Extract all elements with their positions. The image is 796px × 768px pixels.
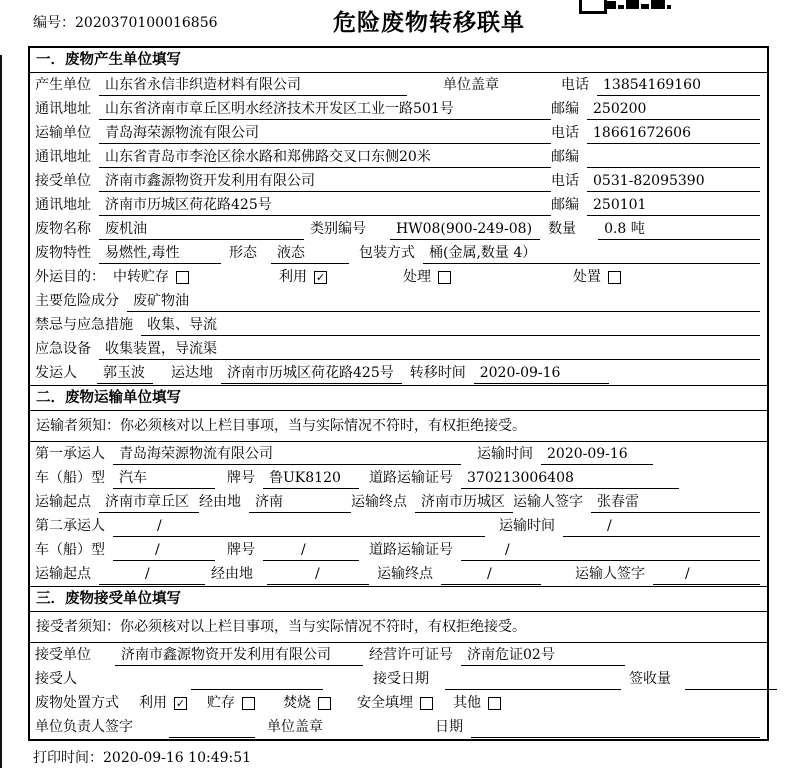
form-row — [30, 490, 767, 514]
field-label: 发运人 — [35, 365, 77, 381]
field-label: 日期 — [435, 719, 463, 735]
field-value: 山东省济南市章丘区明水经济技术开发区工业一路501号 — [99, 99, 551, 120]
field-label: 电话 — [561, 77, 589, 93]
checkbox-label: 利用 — [279, 269, 307, 285]
checkbox-label: 安全填埋 — [357, 695, 413, 711]
field-label: 包装方式 — [359, 245, 415, 261]
field-value — [169, 717, 255, 738]
field-label: 道路运输证号 — [369, 470, 453, 486]
form-row — [30, 361, 767, 385]
form-row — [30, 466, 767, 490]
field-label: 车（船）型 — [35, 542, 105, 558]
field-value: 济南市历城区荷花路425号 — [221, 363, 402, 384]
field-value: / — [113, 516, 485, 537]
field-value: HW08(900-249-08) — [390, 219, 540, 240]
checkbox-option — [207, 693, 255, 713]
form-row — [30, 667, 767, 691]
section-title: 二．废物运输单位填写 — [30, 385, 767, 411]
field-value: 山东省青岛市李沧区徐水路和郑佛路交叉口东侧20米 — [99, 147, 551, 168]
field-label: 经由地 — [211, 566, 253, 582]
field-value: 13854169160 — [597, 75, 760, 96]
form-row — [30, 193, 767, 217]
field-label: 转移时间 — [409, 365, 466, 381]
checkbox-option — [573, 267, 621, 287]
field-value: 250101 — [587, 195, 760, 216]
checkbox-checked-icon: ✓ — [175, 696, 186, 710]
serial-label: 编号： — [33, 15, 75, 31]
checkbox-unchecked-icon — [438, 271, 451, 284]
field-value: 18661672606 — [587, 123, 760, 144]
field-value: 青岛海荣源物流有限公司 — [99, 123, 551, 144]
checkbox-option — [283, 693, 331, 713]
print-time-value: 2020-09-16 10:49:51 — [103, 750, 252, 766]
field-value: 2020-09-16 — [474, 363, 609, 384]
field-label: 牌号 — [227, 470, 255, 486]
section-1 — [30, 48, 767, 385]
field-label: 单位盖章 — [267, 719, 323, 735]
field-label: 运输起点 — [35, 494, 91, 510]
section-title: 一．废物产生单位填写 — [30, 48, 767, 73]
checkbox-option — [453, 693, 501, 713]
print-time-line — [33, 747, 796, 767]
field-value: 废矿物油 — [127, 291, 760, 312]
document-header — [0, 0, 796, 46]
field-value: 鲁UK8120 — [263, 468, 359, 489]
checkbox-option — [357, 693, 433, 713]
checkbox-label: 中转贮存 — [113, 269, 169, 285]
checkbox-option — [403, 267, 451, 287]
field-label: 运输终点 — [377, 566, 433, 582]
field-value — [191, 669, 323, 690]
checkbox-unchecked-icon — [318, 697, 331, 710]
field-label: 运输人签字 — [513, 494, 583, 510]
field-value: 济南危证02号 — [461, 645, 625, 666]
checkbox-label: 焚烧 — [283, 695, 311, 711]
form-row — [30, 73, 767, 97]
field-value: 2020-09-16 — [541, 444, 653, 465]
field-value — [587, 147, 760, 168]
field-value: 济南市历城区 — [415, 492, 513, 513]
field-value: 液态 — [271, 243, 349, 264]
form-row — [30, 538, 767, 562]
field-value: 济南市鑫源物资开发利用有限公司 — [99, 171, 551, 192]
field-label: 经由地 — [199, 494, 241, 510]
field-label: 外运目的： — [35, 269, 105, 285]
field-label: 电话 — [551, 125, 579, 141]
page-title: 危险废物转移联单 — [333, 10, 525, 36]
field-value: 青岛海荣源物流有限公司 — [113, 444, 461, 465]
field-value: 济南市历城区荷花路425号 — [99, 195, 551, 216]
field-label: 道路运输证号 — [369, 542, 453, 558]
field-value: 废机油 — [99, 219, 304, 240]
field-value: 收集装置，导流渠 — [99, 339, 760, 360]
transfer-form-table — [28, 46, 769, 741]
field-label: 废物处置方式 — [35, 695, 119, 711]
section-note: 运输者须知：你必须核对以上栏目事项，当与实际情况不符时，有权拒绝接受。 — [30, 411, 767, 442]
form-row — [30, 145, 767, 169]
checkbox-label: 利用 — [139, 695, 167, 711]
form-row — [30, 265, 767, 289]
field-label: 类别编号 — [310, 221, 366, 237]
field-label: 形态 — [229, 245, 257, 261]
field-label: 接受日期 — [373, 671, 429, 687]
field-label: 通讯地址 — [35, 197, 91, 213]
form-row — [30, 241, 767, 265]
field-value: 易燃性,毒性 — [99, 243, 221, 264]
section-title: 三．废物接受单位填写 — [30, 586, 767, 612]
checkbox-unchecked-icon — [420, 697, 433, 710]
checkbox-unchecked-icon — [608, 271, 621, 284]
field-label: 应急设备 — [35, 341, 91, 357]
section-note: 接受者须知：你必须核对以上栏目事项，当与实际情况不符时，有权拒绝接受。 — [30, 612, 767, 643]
field-value: 张春雷 — [591, 492, 760, 513]
field-label: 运输终点 — [351, 494, 407, 510]
field-label: 单位负责人签字 — [35, 719, 133, 735]
field-label: 电话 — [551, 173, 579, 189]
field-label: 数量 — [548, 221, 577, 237]
field-label: 接受单位 — [35, 173, 91, 189]
field-label: 运输时间 — [499, 518, 555, 534]
field-value — [445, 669, 621, 690]
field-label: 禁忌与应急措施 — [35, 317, 133, 333]
field-value: / — [267, 564, 369, 585]
field-value: 0.8 吨 — [598, 219, 760, 240]
checkbox-label: 处置 — [573, 269, 601, 285]
field-label: 车（船）型 — [35, 470, 105, 486]
section-2 — [30, 385, 767, 586]
field-label: 单位盖章 — [443, 77, 499, 93]
field-label: 运输起点 — [35, 566, 91, 582]
field-value: 370213006408 — [461, 468, 679, 489]
field-label: 运输时间 — [477, 446, 533, 462]
form-row — [30, 97, 767, 121]
form-row — [30, 169, 767, 193]
field-value: 济南市鑫源物资开发利用有限公司 — [115, 645, 363, 666]
field-label: 运输单位 — [35, 125, 91, 141]
field-value: / — [441, 564, 541, 585]
field-label: 邮编 — [551, 101, 579, 117]
form-row — [30, 337, 767, 361]
form-row — [30, 715, 767, 739]
field-label: 通讯地址 — [35, 101, 91, 117]
field-value: 250200 — [587, 99, 760, 120]
form-row — [30, 514, 767, 538]
field-value: / — [461, 540, 760, 561]
checkbox-checked-icon: ✓ — [315, 270, 326, 284]
checkbox-label: 贮存 — [207, 695, 235, 711]
field-label: 经营许可证号 — [369, 647, 453, 663]
checkbox-unchecked-icon — [488, 697, 501, 710]
print-time-label: 打印时间： — [33, 750, 103, 766]
field-label: 签收量 — [629, 671, 671, 687]
scan-edge-artifact — [0, 55, 2, 768]
field-value — [685, 669, 777, 690]
checkbox-option — [279, 267, 327, 287]
form-row — [30, 691, 767, 715]
serial-number: 2020370100016856 — [75, 15, 218, 31]
field-label: 通讯地址 — [35, 149, 91, 165]
field-value: / — [113, 540, 215, 561]
form-row — [30, 313, 767, 337]
field-value: 桶(金属,数量 4） — [423, 243, 760, 264]
field-label: 运输人签字 — [575, 566, 645, 582]
checkbox-unchecked-icon — [242, 697, 255, 710]
field-label: 第二承运人 — [35, 518, 105, 534]
form-row — [30, 562, 767, 586]
checkbox-label: 其他 — [453, 695, 481, 711]
field-value: 济南 — [249, 492, 351, 513]
field-label: 接受人 — [35, 671, 77, 687]
field-value: 收集、导流 — [141, 315, 760, 336]
field-value: / — [99, 564, 205, 585]
form-row — [30, 121, 767, 145]
field-value: 济南市章丘区 — [99, 492, 199, 513]
form-row — [30, 643, 767, 667]
field-label: 废物特性 — [35, 245, 91, 261]
field-value — [471, 717, 760, 738]
form-row — [30, 289, 767, 313]
field-label: 主要危险成分 — [35, 293, 119, 309]
field-label: 接受单位 — [35, 647, 91, 663]
field-value: 山东省永信非织造材料有限公司 — [99, 75, 407, 96]
checkbox-unchecked-icon — [176, 271, 189, 284]
field-label: 第一承运人 — [35, 446, 105, 462]
field-label: 邮编 — [551, 197, 579, 213]
field-value: / — [263, 540, 359, 561]
field-value: / — [563, 516, 760, 537]
section-3 — [30, 586, 767, 739]
checkbox-option — [113, 267, 189, 287]
field-label: 运达地 — [171, 365, 213, 381]
field-label: 牌号 — [227, 542, 255, 558]
field-value: 郭玉波 — [97, 363, 153, 384]
field-label: 废物名称 — [35, 221, 91, 237]
field-label: 邮编 — [551, 149, 579, 165]
field-value: 汽车 — [113, 468, 215, 489]
field-value: 0531-82095390 — [587, 171, 760, 192]
form-row — [30, 217, 767, 241]
field-label: 产生单位 — [35, 77, 91, 93]
checkbox-label: 处理 — [403, 269, 431, 285]
checkbox-option — [139, 693, 187, 713]
form-row — [30, 442, 767, 466]
field-value: / — [653, 564, 760, 585]
